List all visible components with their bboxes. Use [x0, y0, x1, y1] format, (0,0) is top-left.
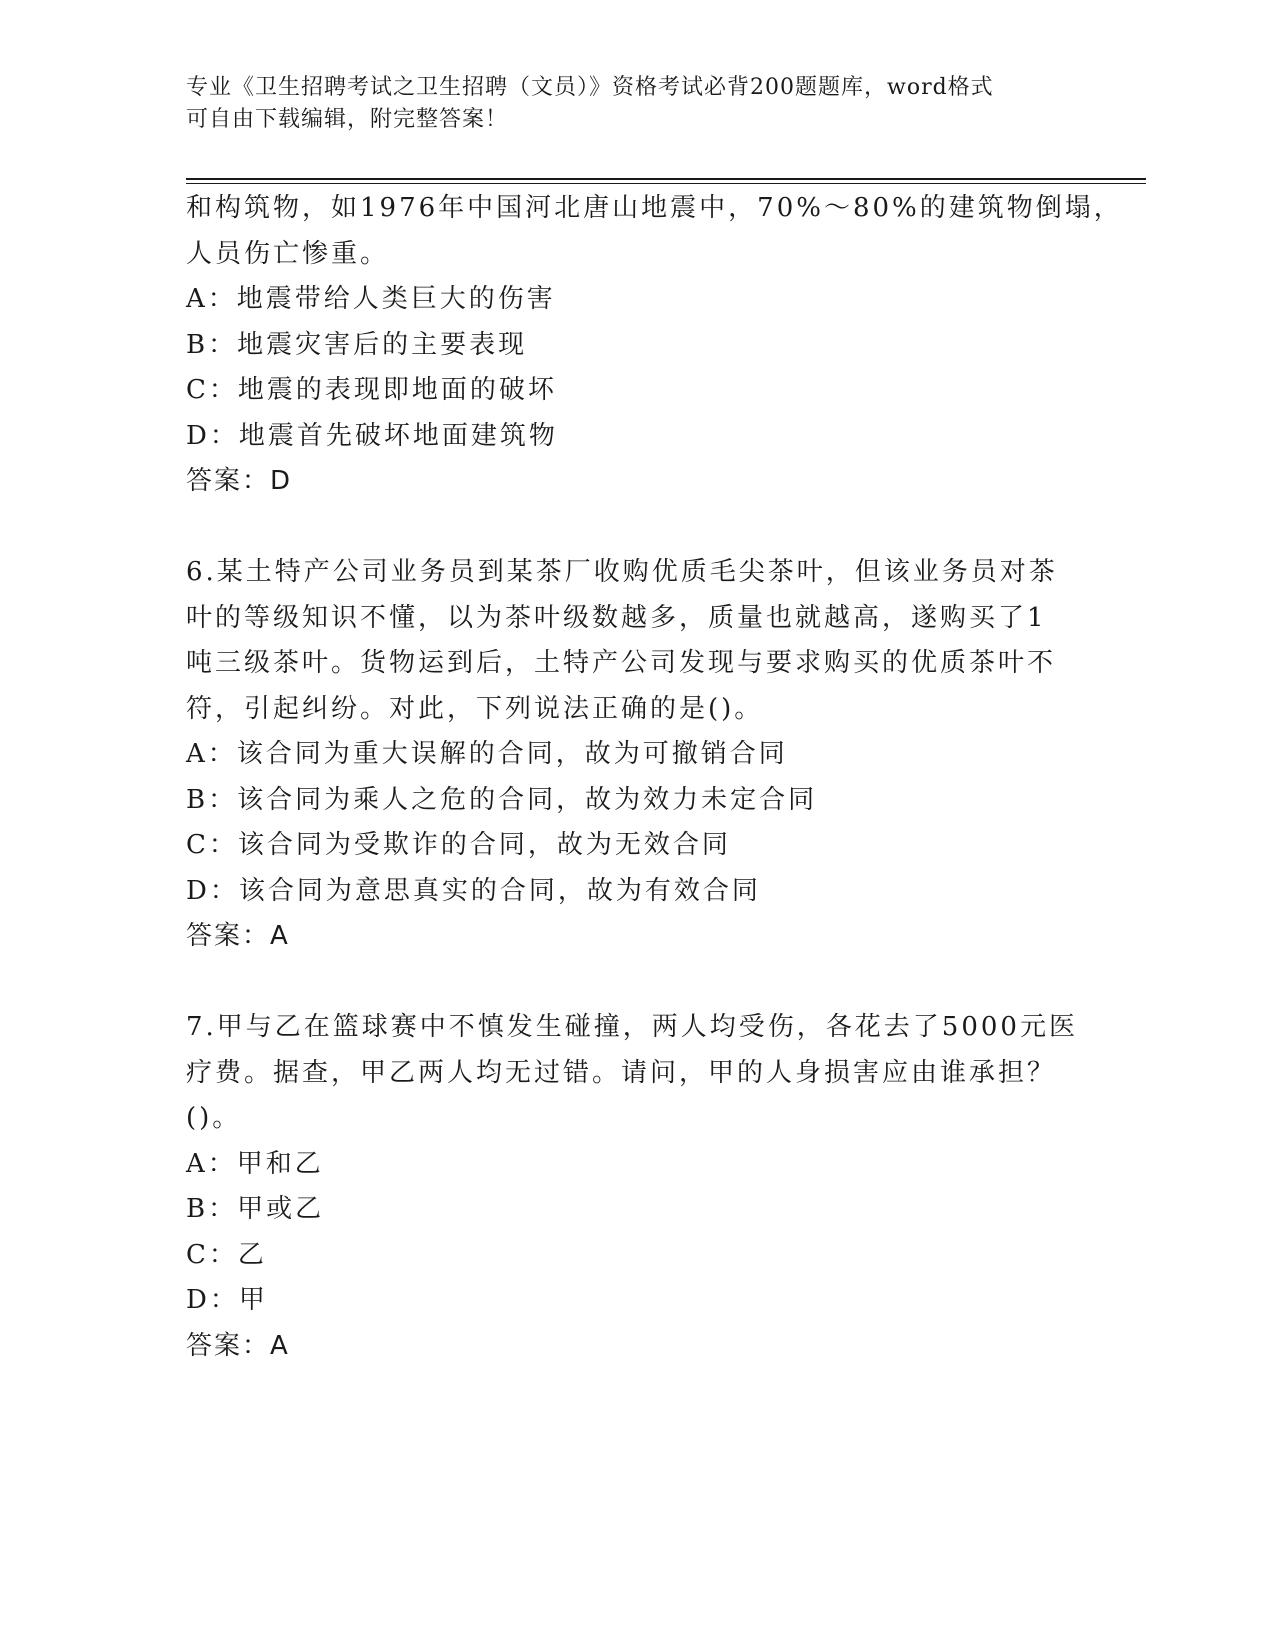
question-text-line: 7.甲与乙在篮球赛中不慎发生碰撞，两人均受伤，各花去了5000元医 [186, 1012, 1078, 1042]
question-text-line: 和构筑物，如1976年中国河北唐山地震中，70%～80%的建筑物倒塌， [186, 193, 1123, 223]
answer-line: 答案：A [186, 921, 290, 951]
question-6 [186, 550, 1076, 960]
question-text-line: 疗费。据查，甲乙两人均无过错。请问，甲的人身损害应由谁承担？ [186, 1057, 1057, 1088]
option-b: B：甲或乙 [186, 1194, 325, 1224]
question-text-line: 吨三级茶叶。货物运到后，土特产公司发现与要求购买的优质茶叶不 [186, 648, 1057, 678]
question-text-line: 人员伤亡惨重。 [186, 238, 390, 269]
answer-line: 答案：A [186, 1330, 290, 1361]
question-text-line: 叶的等级知识不懂，以为茶叶级数越多，质量也就越高，遂购买了1 [186, 602, 1047, 633]
option-d: D：地震首先破坏地面建筑物 [186, 420, 558, 451]
option-a: A：该合同为重大误解的合同，故为可撤销合同 [186, 739, 788, 769]
option-b: B：该合同为乘人之危的合同，故为效力未定合同 [186, 784, 818, 815]
option-c: C：该合同为受欺诈的合同，故为无效合同 [186, 830, 731, 860]
document-header [186, 72, 1066, 136]
header-title-line-1: 专业《卫生招聘考试之卫生招聘（文员）》资格考试必背200题题库，word格式 [186, 75, 994, 100]
header-title-line-2: 可自由下载编辑，附完整答案！ [186, 107, 509, 132]
option-a: A：甲和乙 [186, 1148, 324, 1179]
option-d: D：甲 [186, 1285, 268, 1315]
spacer [186, 960, 1076, 1006]
question-text-line: 符，引起纠纷。对此，下列说法正确的是()。 [186, 693, 764, 724]
question-text-line: ()。 [186, 1103, 242, 1133]
option-d: D：该合同为意思真实的合同，故为有效合同 [186, 875, 761, 906]
answer-line: 答案：D [186, 466, 293, 496]
option-c: C：乙 [186, 1239, 267, 1270]
header-divider [186, 178, 1146, 184]
question-5-continued [186, 186, 1123, 505]
option-c: C：地震的表现即地面的破坏 [186, 375, 557, 405]
option-a: A：地震带给人类巨大的伤害 [186, 284, 556, 314]
question-7 [186, 1005, 1076, 1369]
question-content [186, 186, 1123, 1369]
spacer [186, 505, 1076, 551]
question-text-line: 6.某土特产公司业务员到某茶厂收购优质毛尖茶叶，但该业务员对茶 [186, 557, 1058, 587]
option-b: B：地震灾害后的主要表现 [186, 329, 528, 360]
